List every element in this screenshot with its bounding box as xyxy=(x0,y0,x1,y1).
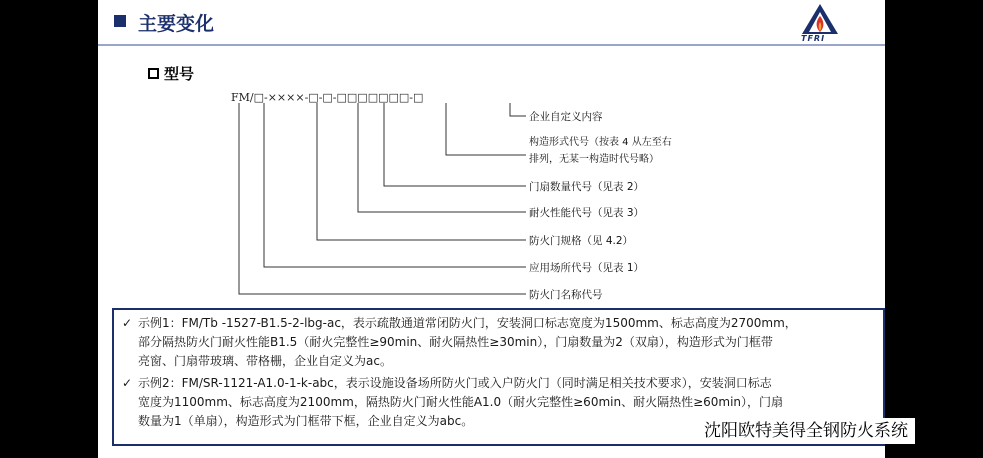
example-text: 示例2：FM/SR-1121-A1.0-1-k-abc，表示设施设备场所防火门或入户防火门（同时满足相关技术要求），安装洞口标志 xyxy=(138,376,772,390)
label-door-spec: 防火门规格（见 4.2） xyxy=(529,235,634,247)
example-text: 示例1：FM/Tb -1527-B1.5-2-lbg-ac，表示疏散通道常闭防火门，安装洞口标志宽度为1500mm、标志高度为2700mm， xyxy=(138,316,797,330)
logo-text: TFRI xyxy=(801,34,826,43)
model-code-text: FM/□-××××-□-□-□□□□□□□-□ xyxy=(231,91,424,104)
section-title: 型号 xyxy=(164,65,195,83)
slide-title: 主要变化 xyxy=(138,13,215,35)
example-1-line-3 xyxy=(122,352,392,371)
watermark-caption: 沈阳欧特美得全钢防火系统 xyxy=(697,418,915,444)
example-1-line-2 xyxy=(122,333,773,352)
example-text: 宽度为1100mm、标志高度为2100mm，隔热防火门耐火性能A1.0（耐火完整性≥60min、耐火隔热性≥60min），门扇 xyxy=(138,395,784,409)
label-enterprise-content: 企业自定义内容 xyxy=(529,111,603,123)
example-text: 亮窗、门扇带玻璃、带格栅，企业自定义为ac。 xyxy=(138,354,392,368)
example-text: 数量为1（单扇），构造形式为门框带下框，企业自定义为abc。 xyxy=(138,414,474,428)
example-text: 部分隔热防火门耐火性能B1.5（耐火完整性≥90min、耐火隔热性≥30min），门扇数量为2（双扇），构造形式为门框带 xyxy=(138,335,773,349)
label-door-name: 防火门名称代号 xyxy=(529,289,603,301)
example-1-line-1 xyxy=(122,314,797,333)
label-fire-performance: 耐火性能代号（见表 3） xyxy=(529,207,645,219)
label-door-leaf-count: 门扇数量代号（见表 2） xyxy=(529,181,645,193)
slide xyxy=(98,0,885,458)
model-code-diagram xyxy=(98,0,885,310)
check-icon: ✓ xyxy=(122,376,133,390)
example-2-line-2 xyxy=(122,393,783,412)
label-application-site: 应用场所代号（见表 1） xyxy=(529,262,645,274)
label-structure-line1: 构造形式代号（按表 4 从左至右 xyxy=(529,137,672,148)
connector-lines xyxy=(239,103,526,294)
label-structure-line2: 排列，无某一构造时代号略） xyxy=(529,154,659,165)
example-2-line-1 xyxy=(122,374,772,393)
check-icon: ✓ xyxy=(122,316,133,330)
example-2-line-3 xyxy=(122,412,473,431)
